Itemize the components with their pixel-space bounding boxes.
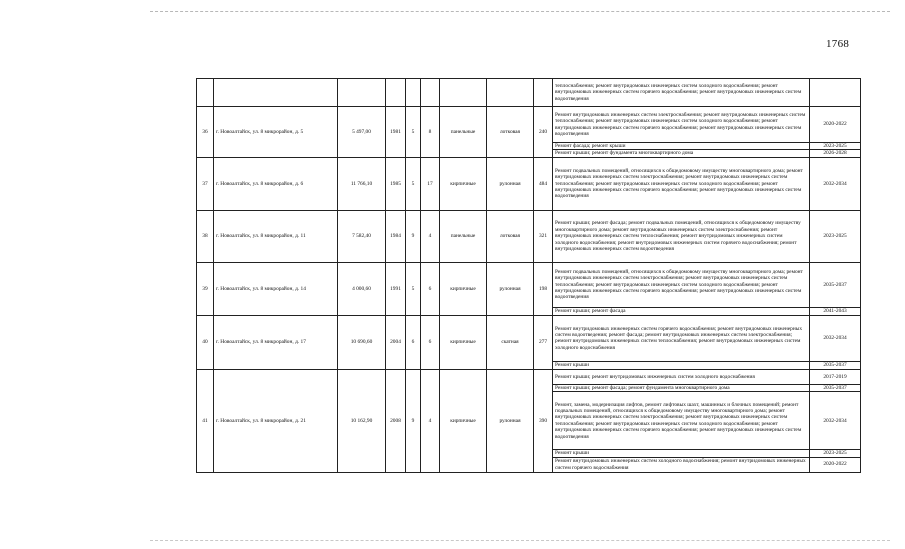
repair-period: 2041-2043 <box>810 307 861 315</box>
apartments-count: 277 <box>534 315 553 369</box>
wall-material <box>440 79 487 107</box>
build-year: 1991 <box>386 262 406 315</box>
entrances-count: 8 <box>421 107 440 158</box>
repair-works: Ремонт внутридомовых инженерных систем электроснабжения; ремонт внутридомовых инженерных систем теплоснабжения; ремонт внутридомовых инженерных систем холодного водоснабжения; ремонт внутридомовых инженерных систем горячего водоснабжения; ремонт внутридомовых инженерных систем водоотведения <box>553 107 810 143</box>
repair-period: 2017-2019 <box>810 369 861 384</box>
repair-period: 2026-2028 <box>810 150 861 157</box>
repair-period <box>810 79 861 107</box>
build-year: 1985 <box>386 157 406 210</box>
repair-works: Ремонт внутридомовых инженерных систем холодного водоснабжения; ремонт внутридомовых инженерных систем горячего водоснабжения <box>553 457 810 472</box>
building-address: г. Новоалтайск, ул. 8 микрорайон, д. 17 <box>214 315 338 369</box>
floors-count: 6 <box>406 315 421 369</box>
roof-type: рулонная <box>487 369 534 472</box>
building-area <box>338 79 386 107</box>
building-address: г. Новоалтайск, ул. 8 микрорайон, д. 6 <box>214 157 338 210</box>
floors-count: 9 <box>406 210 421 262</box>
entrances-count: 4 <box>421 369 440 472</box>
row-number: 41 <box>197 369 214 472</box>
page-number: 1768 <box>826 38 850 50</box>
repair-works: Ремонт крыши; ремонт внутридомовых инженерных систем холодного водоснабжения <box>553 369 810 384</box>
apartments-count: 390 <box>534 369 553 472</box>
roof-type: скатная <box>487 315 534 369</box>
repair-period: 2032-2034 <box>810 392 861 450</box>
building-address: г. Новоалтайск, ул. 8 микрорайон, д. 11 <box>214 210 338 262</box>
wall-material: кирпичные <box>440 157 487 210</box>
build-year: 2008 <box>386 369 406 472</box>
entrances-count: 6 <box>421 262 440 315</box>
repair-works: Ремонт подвальных помещений, относящихся к общедомовому имуществу многоквартирного дома; ремонт внутридомовых инженерных систем электроснабжения; ремонт внутридомовых инженерных систем теплоснабжения; ремонт внутридомовых инженерных систем холодного водоснабжения; ремонт внутридомовых инженерных систем горячего водоснабжения; ремонт внутридомовых инженерных систем водоотведения <box>553 262 810 307</box>
repair-works: Ремонт крыши; ремонт фундамента многоквартирного дома <box>553 150 810 157</box>
row-number <box>197 79 214 107</box>
repair-works: Ремонт фасада; ремонт крыши <box>553 143 810 150</box>
wall-material: панельные <box>440 107 487 158</box>
roof-type: рулонная <box>487 157 534 210</box>
row-number: 37 <box>197 157 214 210</box>
apartments-count: 321 <box>534 210 553 262</box>
building-area: 7 582,40 <box>338 210 386 262</box>
building-address: г. Новоалтайск, ул. 8 микрорайон, д. 14 <box>214 262 338 315</box>
entrances-count: 4 <box>421 210 440 262</box>
entrances-count: 6 <box>421 315 440 369</box>
apartments-count: 240 <box>534 107 553 158</box>
table-row <box>197 315 861 361</box>
row-number: 39 <box>197 262 214 315</box>
wall-material: панельные <box>440 210 487 262</box>
repair-period: 2023-2025 <box>810 450 861 457</box>
table-row <box>197 262 861 307</box>
building-area: 10 162,90 <box>338 369 386 472</box>
table-row <box>197 369 861 384</box>
floors-count: 9 <box>406 369 421 472</box>
repair-works: Ремонт крыши; ремонт фасада <box>553 307 810 315</box>
repair-period: 2032-2034 <box>810 315 861 361</box>
table-row <box>197 107 861 143</box>
entrances-count <box>421 79 440 107</box>
floors-count: 5 <box>406 107 421 158</box>
table-row <box>197 79 861 107</box>
build-year: 1981 <box>386 107 406 158</box>
apartments-count: 198 <box>534 262 553 315</box>
repair-works: Ремонт, замена, модернизация лифтов, ремонт лифтовых шахт, машинных и блочных помещений; ремонт подвальных помещений, относящихся к общедомовому имуществу многоквартирного дома; ремонт внутридомовых инженерных систем электроснабжения; ремонт внутридомовых инженерных систем теплоснабжения; ремонт внутридомовых инженерных систем холодного водоснабжения; ремонт внутридомовых инженерных систем горячего водоснабжения; ремонт внутридомовых инженерных систем водоотведения <box>553 392 810 450</box>
row-number: 38 <box>197 210 214 262</box>
build-year: 1984 <box>386 210 406 262</box>
repair-works: Ремонт крыши <box>553 450 810 457</box>
entrances-count: 17 <box>421 157 440 210</box>
building-area: 10 690,60 <box>338 315 386 369</box>
repair-period: 2035-2037 <box>810 361 861 369</box>
build-year: 2004 <box>386 315 406 369</box>
repair-period: 2023-2025 <box>810 143 861 150</box>
table-row <box>197 157 861 210</box>
table-row <box>197 210 861 262</box>
row-number: 36 <box>197 107 214 158</box>
repair-works: Ремонт крыши; ремонт фасада; ремонт фундамента многоквартирного дома <box>553 384 810 391</box>
repair-period: 2032-2034 <box>810 157 861 210</box>
repair-works: Ремонт подвальных помещений, относящихся к общедомовому имуществу многоквартирного дома; ремонт внутридомовых инженерных систем электроснабжения; ремонт внутридомовых инженерных систем теплоснабжения; ремонт внутридомовых инженерных систем холодного водоснабжения; ремонт внутридомовых инженерных систем горячего водоснабжения; ремонт внутридомовых инженерных систем водоотведения <box>553 157 810 210</box>
repair-period: 2035-2037 <box>810 262 861 307</box>
building-registry-table <box>196 78 861 473</box>
wall-material: кирпичные <box>440 369 487 472</box>
building-area: 11 766,10 <box>338 157 386 210</box>
row-number: 40 <box>197 315 214 369</box>
apartments-count <box>534 79 553 107</box>
floors-count: 5 <box>406 157 421 210</box>
scan-edge-top <box>150 11 890 12</box>
wall-material: кирпичные <box>440 262 487 315</box>
repair-period: 2020-2022 <box>810 107 861 143</box>
repair-works: Ремонт крыши; ремонт фасада; ремонт подвальных помещений, относящихся к общедомовому имуществу многоквартирного дома; ремонт внутридомовых инженерных систем электроснабжения; ремонт внутридомовых инженерных систем теплоснабжения; ремонт внутридомовых инженерных систем холодного водоснабжения; ремонт внутридомовых инженерных систем горячего водоснабжения; ремонт внутридомовых инженерных систем водоотведения <box>553 210 810 262</box>
repair-period: 2023-2025 <box>810 210 861 262</box>
floors-count <box>406 79 421 107</box>
building-address <box>214 79 338 107</box>
roof-type <box>487 79 534 107</box>
registry-body <box>197 79 861 473</box>
building-area: 5 497,00 <box>338 107 386 158</box>
build-year <box>386 79 406 107</box>
repair-period: 2020-2022 <box>810 457 861 472</box>
building-area: 4 000,60 <box>338 262 386 315</box>
wall-material: кирпичные <box>440 315 487 369</box>
apartments-count: 484 <box>534 157 553 210</box>
scan-edge-bottom <box>150 540 890 541</box>
repair-works: теплоснабжения; ремонт внутридомовых инженерных систем холодного водоснабжения; ремонт внутридомовых инженерных систем горячего водоснабжения; ремонт внутридомовых инженерных систем водоотведения <box>553 79 810 107</box>
building-address: г. Новоалтайск, ул. 8 микрорайон, д. 21 <box>214 369 338 472</box>
repair-works: Ремонт внутридомовых инженерных систем горячего водоснабжения; ремонт внутридомовых инженерных систем водоотведения; ремонт фасада; ремонт внутридомовых инженерных систем электроснабжения; ремонт внутридомовых инженерных систем теплоснабжения; ремонт внутридомовых инженерных систем холодного водоснабжения <box>553 315 810 361</box>
roof-type: рулонная <box>487 262 534 315</box>
floors-count: 5 <box>406 262 421 315</box>
roof-type: лотковая <box>487 210 534 262</box>
repair-period: 2035-2037 <box>810 384 861 391</box>
repair-works: Ремонт крыши <box>553 361 810 369</box>
roof-type: лотковая <box>487 107 534 158</box>
building-address: г. Новоалтайск, ул. 8 микрорайон, д. 5 <box>214 107 338 158</box>
